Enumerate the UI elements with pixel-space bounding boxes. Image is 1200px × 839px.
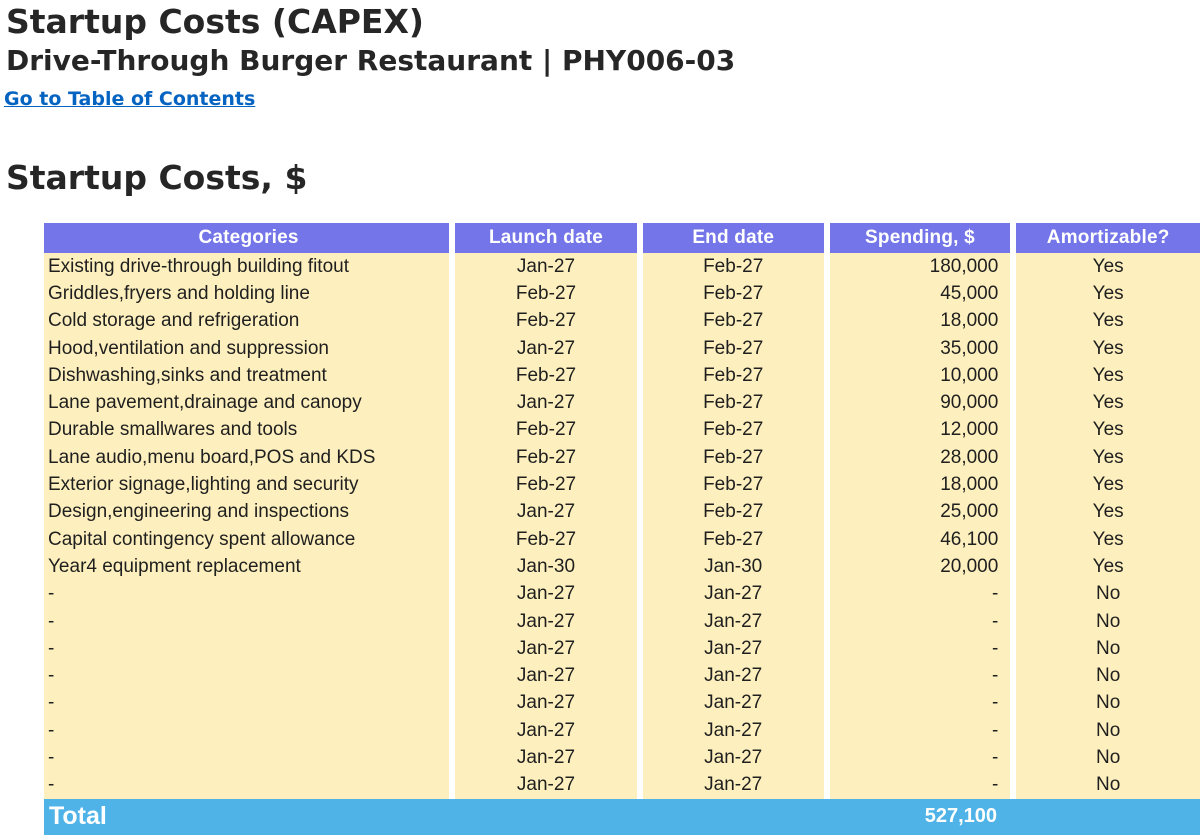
cell-amortizable: Yes [1016, 417, 1200, 444]
cell-launch-date: Jan-27 [455, 608, 637, 635]
cell-spending: 18,000 [830, 308, 1011, 335]
cell-spending: 35,000 [830, 335, 1011, 362]
cell-launch-date: Feb-27 [455, 280, 637, 307]
column-header-spending: Spending, $ [830, 223, 1011, 253]
cell-category: Cold storage and refrigeration [44, 308, 449, 335]
cell-category: - [44, 581, 449, 608]
cell-end-date: Jan-27 [643, 717, 824, 744]
cell-end-date: Feb-27 [643, 389, 824, 416]
cell-category: Capital contingency spent allowance [44, 526, 449, 553]
cell-amortizable: No [1016, 662, 1200, 689]
section-title: Startup Costs, $ [6, 158, 308, 197]
cell-launch-date: Jan-27 [455, 499, 637, 526]
cell-launch-date: Feb-27 [455, 471, 637, 498]
table-row [44, 581, 1200, 608]
cell-category: Year4 equipment replacement [44, 553, 449, 580]
cell-amortizable: Yes [1016, 280, 1200, 307]
cell-amortizable: No [1016, 717, 1200, 744]
cell-category: - [44, 744, 449, 771]
cell-spending: - [830, 690, 1011, 717]
cell-spending: 46,100 [830, 526, 1011, 553]
table-row [44, 553, 1200, 580]
cell-amortizable: Yes [1016, 362, 1200, 389]
table-row [44, 772, 1200, 799]
cell-launch-date: Jan-27 [455, 335, 637, 362]
cell-launch-date: Jan-27 [455, 635, 637, 662]
cell-launch-date: Jan-27 [455, 690, 637, 717]
cell-end-date: Feb-27 [643, 499, 824, 526]
cell-end-date: Jan-27 [643, 662, 824, 689]
cell-spending: 45,000 [830, 280, 1011, 307]
startup-costs-table [44, 223, 1200, 835]
cell-launch-date: Jan-27 [455, 662, 637, 689]
table-row [44, 608, 1200, 635]
table-row [44, 499, 1200, 526]
cell-amortizable: Yes [1016, 471, 1200, 498]
cell-launch-date: Jan-27 [455, 253, 637, 280]
table-row [44, 280, 1200, 307]
cell-launch-date: Jan-27 [455, 717, 637, 744]
cell-category: Lane audio,menu board,POS and KDS [44, 444, 449, 471]
cell-amortizable: Yes [1016, 499, 1200, 526]
column-header-end-date: End date [643, 223, 824, 253]
cell-end-date: Feb-27 [643, 253, 824, 280]
cell-amortizable: Yes [1016, 444, 1200, 471]
cell-category: Existing drive-through building fitout [44, 253, 449, 280]
column-header-categories: Categories [44, 223, 449, 253]
cell-amortizable: No [1016, 608, 1200, 635]
table-row [44, 690, 1200, 717]
cell-category: - [44, 690, 449, 717]
table-row [44, 471, 1200, 498]
cell-end-date: Jan-27 [643, 635, 824, 662]
cell-end-date: Jan-27 [643, 744, 824, 771]
table-body [44, 253, 1200, 799]
table-row [44, 308, 1200, 335]
table-row [44, 389, 1200, 416]
cell-end-date: Jan-27 [643, 690, 824, 717]
cell-launch-date: Jan-27 [455, 581, 637, 608]
table-row [44, 635, 1200, 662]
page-subtitle: Drive-Through Burger Restaurant | PHY006-03 [6, 44, 736, 77]
cell-amortizable: No [1016, 635, 1200, 662]
cell-end-date: Jan-30 [643, 553, 824, 580]
table-row [44, 744, 1200, 771]
cell-amortizable: Yes [1016, 389, 1200, 416]
cell-spending: - [830, 635, 1011, 662]
cell-category: Durable smallwares and tools [44, 417, 449, 444]
table-row [44, 444, 1200, 471]
cell-spending: - [830, 717, 1011, 744]
cell-spending: 10,000 [830, 362, 1011, 389]
cell-amortizable: Yes [1016, 553, 1200, 580]
cell-launch-date: Jan-30 [455, 553, 637, 580]
cell-category: Exterior signage,lighting and security [44, 471, 449, 498]
cell-category: Dishwashing,sinks and treatment [44, 362, 449, 389]
cell-category: - [44, 662, 449, 689]
cell-spending: - [830, 662, 1011, 689]
column-header-launch-date: Launch date [455, 223, 637, 253]
cell-amortizable: Yes [1016, 335, 1200, 362]
cell-launch-date: Feb-27 [455, 308, 637, 335]
table-row [44, 335, 1200, 362]
cell-spending: 18,000 [830, 471, 1011, 498]
cell-end-date: Feb-27 [643, 335, 824, 362]
cell-category: Design,engineering and inspections [44, 499, 449, 526]
cell-amortizable: No [1016, 581, 1200, 608]
cell-spending: 180,000 [830, 253, 1011, 280]
cell-launch-date: Feb-27 [455, 362, 637, 389]
cell-category: - [44, 635, 449, 662]
cell-spending: - [830, 608, 1011, 635]
cell-end-date: Jan-27 [643, 608, 824, 635]
cell-spending: - [830, 744, 1011, 771]
cell-spending: 12,000 [830, 417, 1011, 444]
cell-end-date: Feb-27 [643, 362, 824, 389]
cell-amortizable: No [1016, 772, 1200, 799]
cell-spending: 28,000 [830, 444, 1011, 471]
cell-category: Hood,ventilation and suppression [44, 335, 449, 362]
cell-end-date: Feb-27 [643, 308, 824, 335]
cell-amortizable: Yes [1016, 308, 1200, 335]
cell-amortizable: No [1016, 690, 1200, 717]
total-label: Total [44, 799, 452, 835]
total-row [44, 799, 1200, 835]
cell-launch-date: Jan-27 [455, 772, 637, 799]
table-row [44, 253, 1200, 280]
cell-category: - [44, 772, 449, 799]
cell-end-date: Feb-27 [643, 280, 824, 307]
cell-category: Griddles,fryers and holding line [44, 280, 449, 307]
cell-category: Lane pavement,drainage and canopy [44, 389, 449, 416]
cell-end-date: Feb-27 [643, 526, 824, 553]
cell-end-date: Feb-27 [643, 417, 824, 444]
table-row [44, 717, 1200, 744]
table-row [44, 662, 1200, 689]
table-of-contents-link[interactable]: Go to Table of Contents [4, 88, 256, 110]
cell-amortizable: No [1016, 744, 1200, 771]
table-row [44, 417, 1200, 444]
cell-end-date: Jan-27 [643, 581, 824, 608]
cell-spending: 20,000 [830, 553, 1011, 580]
total-value: 527,100 [829, 799, 1011, 835]
cell-amortizable: Yes [1016, 526, 1200, 553]
cell-spending: - [830, 772, 1011, 799]
page-title: Startup Costs (CAPEX) [6, 2, 424, 41]
cell-launch-date: Feb-27 [455, 444, 637, 471]
table-row [44, 526, 1200, 553]
cell-end-date: Jan-27 [643, 772, 824, 799]
cell-spending: 25,000 [830, 499, 1011, 526]
cell-end-date: Feb-27 [643, 471, 824, 498]
column-header-amortizable: Amortizable? [1016, 223, 1200, 253]
cell-launch-date: Feb-27 [455, 526, 637, 553]
cell-launch-date: Jan-27 [455, 389, 637, 416]
cell-category: - [44, 717, 449, 744]
cell-spending: 90,000 [830, 389, 1011, 416]
cell-amortizable: Yes [1016, 253, 1200, 280]
cell-launch-date: Feb-27 [455, 417, 637, 444]
table-header-row [44, 223, 1200, 253]
cell-spending: - [830, 581, 1011, 608]
table-row [44, 362, 1200, 389]
cell-launch-date: Jan-27 [455, 744, 637, 771]
cell-end-date: Feb-27 [643, 444, 824, 471]
cell-category: - [44, 608, 449, 635]
